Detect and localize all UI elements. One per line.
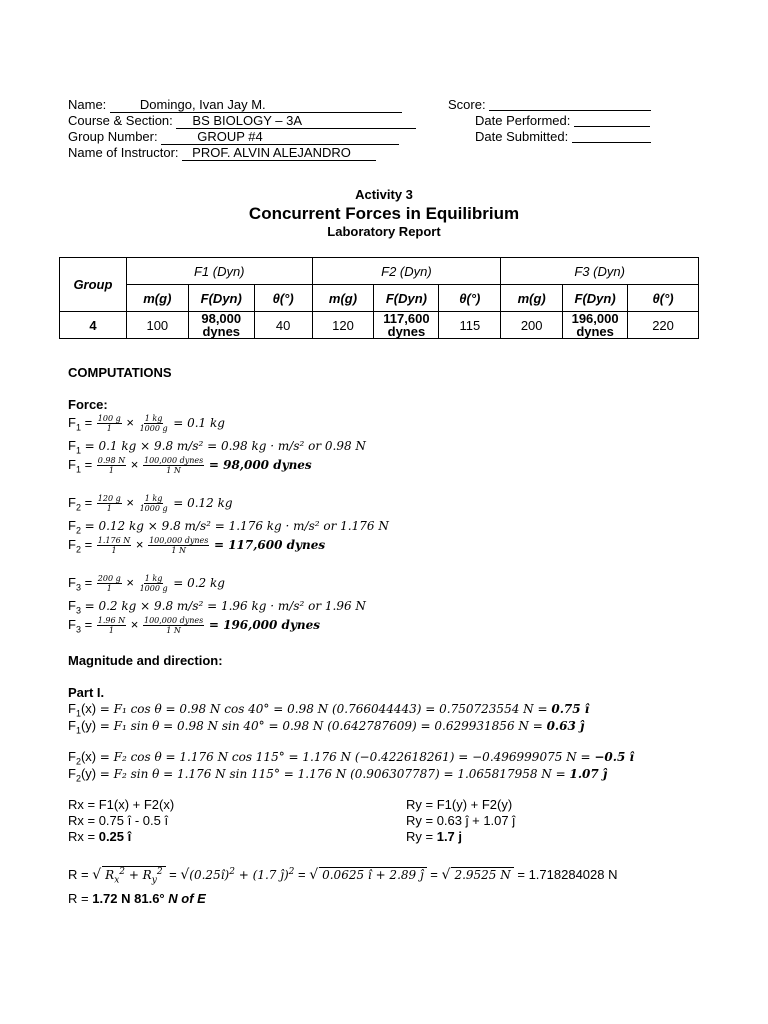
rx-label: Rx =: [68, 829, 99, 844]
name-label: Name:: [68, 97, 107, 112]
table-row: [60, 312, 699, 339]
course-label: Course & Section:: [68, 113, 173, 128]
page-subtitle: Laboratory Report: [327, 224, 441, 239]
f2y-expr: = F₂ sin θ = 1.176 N sin 115° = 1.176 N (0.906307787) = 1.065817958 N =: [99, 767, 570, 781]
f2x-result: −0.5 î: [594, 750, 635, 764]
group-row: [68, 129, 399, 145]
r-final-line: [68, 891, 206, 906]
f2-dynes: = 117,600 dynes: [213, 537, 326, 552]
f1y-line: $F_1(y) = F_1$ sin θ = 0.98 N sin 40° = 0.98 N (0.642787609) = 0.629931856 N = 0.63 ĵ: [68, 718, 585, 736]
f2y-result: 1.07 ĵ: [569, 767, 608, 781]
course-value: BS BIOLOGY – 3A: [176, 114, 416, 129]
f2-kg-result: = 0.12 kg: [173, 495, 233, 510]
instructor-row: [68, 145, 376, 161]
col-fdyn: F(Dyn): [188, 285, 254, 312]
name-row: [68, 97, 402, 113]
col-theta: θ(°): [628, 285, 699, 312]
col-fdyn: F(Dyn): [374, 285, 439, 312]
f3-dynes: = 196,000 dynes: [208, 617, 321, 632]
ry-line-3: [406, 829, 462, 844]
col-mg: m(g): [126, 285, 188, 312]
date-performed-label: Date Performed:: [475, 113, 571, 128]
date-submitted-row: [475, 129, 651, 144]
activity-label: Activity 3: [355, 187, 413, 202]
f2y-line: $F_2(y) = F_2$ sin θ = 1.176 N sin 115° = 1.176 N (0.906307787) = 1.065817958 N = 1.07 ĵ: [68, 766, 608, 784]
f2-newton-line: $F_2 = 0.12$ kg × 9.8 m/s² = 1.176 kg · m/s² or 1.176 N: [68, 518, 389, 536]
cell-f2-theta: 115: [439, 312, 501, 339]
cell-group: 4: [60, 312, 127, 339]
cell-f3-theta: 220: [628, 312, 699, 339]
computations-heading: COMPUTATIONS: [68, 365, 172, 380]
rx-line-3: [68, 829, 131, 844]
f1-kg-result: = 0.1 kg: [173, 415, 225, 430]
f1x-line: $F_1(x) = F_1$ cos θ = 0.98 N cos 40° = 0.98 N (0.766044443) = 0.750723554 N = 0.75 î: [68, 701, 590, 719]
f1-newton: = 0.1 kg × 9.8 m/s² = 0.98 kg · m/s² or 0.98 N: [84, 439, 366, 453]
f1-kg-line: $F_1$ = $\frac{100 g}{1}$ × $\frac{1 kg}{1000 g}$ = 0.1 kg: [68, 414, 225, 433]
ry-line-2: Ry = 0.63 ĵ + 1.07 ĵ: [406, 813, 516, 828]
score-blank: [489, 97, 651, 111]
instructor-label: Name of Instructor:: [68, 145, 179, 160]
r-magnitude-value: = 1.718284028 N: [517, 867, 618, 882]
date-submitted-label: Date Submitted:: [475, 129, 569, 144]
page-title: Concurrent Forces in Equilibrium: [248, 204, 520, 223]
f1-dynes-line: $F_1$ = $\frac{0.98 N}{1}$ × $\frac{\text{100,000 dynes}}{1 N}$ = 98,000 dynes: [68, 456, 312, 475]
f3-newton: = 0.2 kg × 9.8 m/s² = 1.96 kg · m/s² or 1.96 N: [84, 599, 366, 613]
course-row: [68, 113, 416, 129]
f2x-expr: = F₂ cos θ = 1.176 N cos 115° = 1.176 N (−0.422618261) = −0.496999075 N =: [99, 750, 595, 764]
f3-kg-line: $F_3$ = $\frac{200 g}{1}$ × $\frac{1 kg}{1000 g}$ = 0.2 kg: [68, 574, 225, 593]
col-theta: θ(°): [439, 285, 501, 312]
r-direction: N of E: [168, 891, 206, 906]
rx-line-2: Rx = 0.75 î - 0.5 î: [68, 813, 169, 828]
f2-dynes-line: $F_2$ = $\frac{1.176 N}{1}$ × $\frac{\text{100,000 dynes}}{1 N}$ = 117,600 dynes: [68, 536, 326, 555]
f3-kg-result: = 0.2 kg: [173, 575, 225, 590]
ry-line-1: Ry = F1(y) + F2(y): [406, 797, 513, 812]
cell-f3-fdyn: 196,000 dynes: [563, 312, 628, 339]
group-value: GROUP #4: [161, 130, 399, 145]
instructor-value: PROF. ALVIN ALEJANDRO: [182, 146, 376, 161]
score-label: Score:: [448, 97, 486, 112]
magnitude-heading: Magnitude and direction:: [68, 653, 223, 668]
score-row: [448, 97, 651, 112]
r-final-label: R =: [68, 891, 93, 906]
col-mg: m(g): [312, 285, 374, 312]
part1-heading: Part I.: [68, 685, 105, 700]
force-heading: Force:: [68, 397, 108, 412]
f2x-line: $F_2(x) = F_2$ cos θ = 1.176 N cos 115° = 1.176 N (−0.422618261) = −0.496999075 N = −0.5 î: [68, 749, 635, 767]
f1y-expr: = F₁ sin θ = 0.98 N sin 40° = 0.98 N (0.642787609) = 0.629931856 N =: [99, 719, 547, 733]
f3-header: F3 (Dyn): [501, 258, 699, 285]
ry-label: Ry =: [406, 829, 437, 844]
f3-newton-line: $F_3 = 0.2$ kg × 9.8 m/s² = 1.96 kg · m/s² or 1.96 N: [68, 598, 366, 616]
rx-line-1: Rx = F1(x) + F2(x): [68, 797, 175, 812]
f1-dynes: = 98,000 dynes: [208, 457, 312, 472]
rx-result: 0.25 î: [98, 829, 132, 844]
f2-newton: = 0.12 kg × 9.8 m/s² = 1.176 kg · m/s² or 1.176 N: [84, 519, 389, 533]
date-performed-row: [475, 113, 650, 128]
cell-f1-mg: 100: [126, 312, 188, 339]
cell-f1-fdyn: 98,000 dynes: [188, 312, 254, 339]
ry-result: 1.7 j: [436, 829, 463, 844]
date-performed-blank: [574, 113, 650, 127]
f1-header: F1 (Dyn): [126, 258, 312, 285]
f1x-result: 0.75 î: [551, 702, 590, 716]
group-header: Group: [60, 258, 127, 312]
col-mg: m(g): [501, 285, 563, 312]
r-final-value: 1.72 N 81.6°: [92, 891, 165, 906]
cell-f2-mg: 120: [312, 312, 374, 339]
f3-dynes-line: $F_3$ = $\frac{1.96 N}{1}$ × $\frac{\text{100,000 dynes}}{1 N}$ = 196,000 dynes: [68, 616, 321, 635]
cell-f2-fdyn: 117,600 dynes: [374, 312, 439, 339]
name-value: Domingo, Ivan Jay M.: [110, 98, 402, 113]
f1x-expr: = F₁ cos θ = 0.98 N cos 40° = 0.98 N (0.766044443) = 0.750723554 N =: [99, 702, 552, 716]
col-fdyn: F(Dyn): [563, 285, 628, 312]
date-submitted-blank: [572, 129, 651, 143]
group-label: Group Number:: [68, 129, 158, 144]
f1-newton-line: $F_1 = 0.1$ kg × 9.8 m/s² = 0.98 kg · m/s² or 0.98 N: [68, 438, 366, 456]
f1y-result: 0.63 ĵ: [546, 719, 585, 733]
f2-header: F2 (Dyn): [312, 258, 501, 285]
cell-f1-theta: 40: [254, 312, 312, 339]
r-magnitude-line: R = √ $R_x^2 + R_y^2$ = √(0.25î)$^2$ + (1.7 ĵ)$^2$ = √ 0.0625 î + 2.89 ĵ = √ 2.9525 N = 1.718284028 N: [68, 867, 618, 886]
col-theta: θ(°): [254, 285, 312, 312]
cell-f3-mg: 200: [501, 312, 563, 339]
f2-kg-line: $F_2$ = $\frac{120 g}{1}$ × $\frac{1 kg}{1000 g}$ = 0.12 kg: [68, 494, 233, 513]
data-table: [59, 257, 699, 339]
